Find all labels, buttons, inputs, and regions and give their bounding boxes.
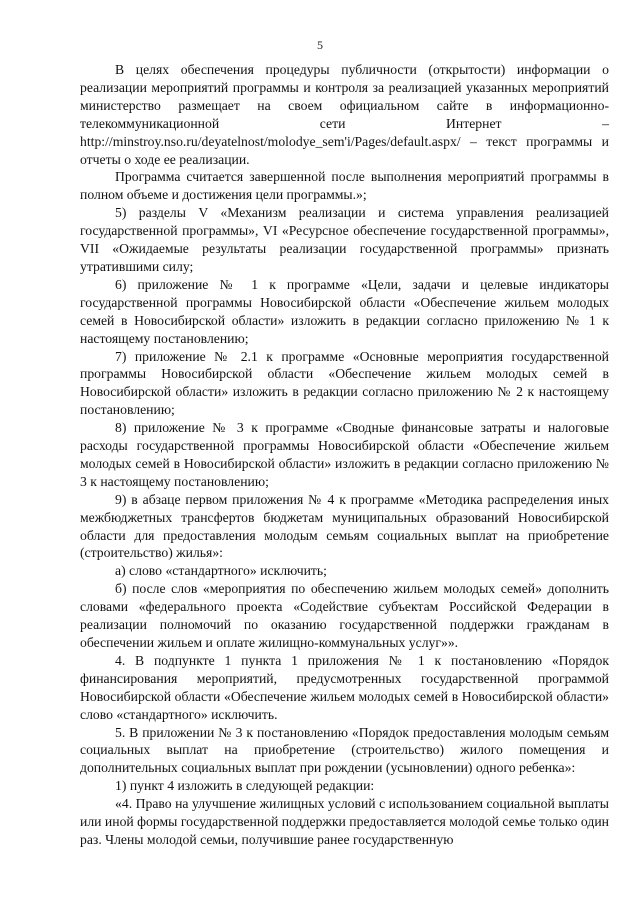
paragraph: 4. В подпункте 1 пункта 1 приложения № 1 к постановлению «Порядок финансирования мероприятий, предусмотренных государственной программой Новосибирской области «Обеспечение жильем молодых семей в Новосибирской области» слово «стандартного» исключить. <box>80 652 609 722</box>
paragraph: 7) приложение № 2.1 к программе «Основные мероприятия государственной программы Новосибирской области «Обеспечение жильем молодых семей в Новосибирской области» изложить в редакции согласно приложению № 2 к настоящему постановлению; <box>80 348 609 418</box>
paragraph: В целях обеспечения процедуры публичности (открытости) информации о реализации мероприятий программы и контроля за реализацией указанных мероприятий министерство размещает на своем официальном сайте в информационно-телекоммуникационной сети Интернет – http://minstroy.nso.ru/deyatelnost/molodye_sem'i/Pages/default.aspx/ – текст программы и отчеты о ходе ее реализации. <box>80 62 609 167</box>
paragraph: 8) приложение № 3 к программе «Сводные финансовые затраты и налоговые расходы государственной программы Новосибирской области «Обеспечение жильем молодых семей в Новосибирской области» изложить в редакции согласно приложению № 3 к настоящему постановлению; <box>80 420 609 489</box>
paragraph: 9) в абзаце первом приложения № 4 к программе «Методика распределения иных межбюджетных трансфертов бюджетам муниципальных образований Новосибирской области для предоставления молодым семьям социальных выплат на приобретение (строительство) жилья»: <box>80 491 609 561</box>
paragraph: б) после слов «мероприятия по обеспечению жильем молодых семей» дополнить словами «федерального проекта «Содействие субъектам Российской Федерации в реализации полномочий по оказанию государственной поддержки гражданам в обеспечении жильем и оплате жилищно-коммунальных услуг»». <box>80 581 609 650</box>
paragraph: 6) приложение № 1 к программе «Цели, задачи и целевые индикаторы государственной программы Новосибирской области «Обеспечение жильем молодых семей в Новосибирской области» изложить в редакции согласно приложению № 1 к настоящему постановлению; <box>80 276 609 346</box>
paragraph: 1) пункт 4 изложить в следующей редакции: <box>115 778 375 794</box>
paragraph: 5. В приложении № 3 к постановлению «Порядок предоставления молодым семьям социальных выплат на приобретение (строительство) жилого помещения и дополнительных социальных выплат при рождении (усыновлении) одного ребенка»: <box>80 724 609 776</box>
paragraph: «4. Право на улучшение жилищных условий с использованием социальной выплаты или иной формы государственной поддержки предоставляется молодой семье только один раз. Члены молодой семьи, получившие ранее государственную <box>80 796 609 847</box>
document-body <box>80 61 609 849</box>
paragraph: а) слово «стандартного» исключить; <box>115 563 327 579</box>
paragraph: Программа считается завершенной после выполнения мероприятий программы в полном объеме и достижения цели программы.»; <box>80 169 609 203</box>
page-number: 5 <box>317 38 323 52</box>
paragraph: 5) разделы V «Механизм реализации и система управления реализацией государственной программы», VI «Ресурсное обеспечение государственной программы», VII «Ожидаемые результаты реализации государственной программы» признать утратившими силу; <box>80 205 609 274</box>
